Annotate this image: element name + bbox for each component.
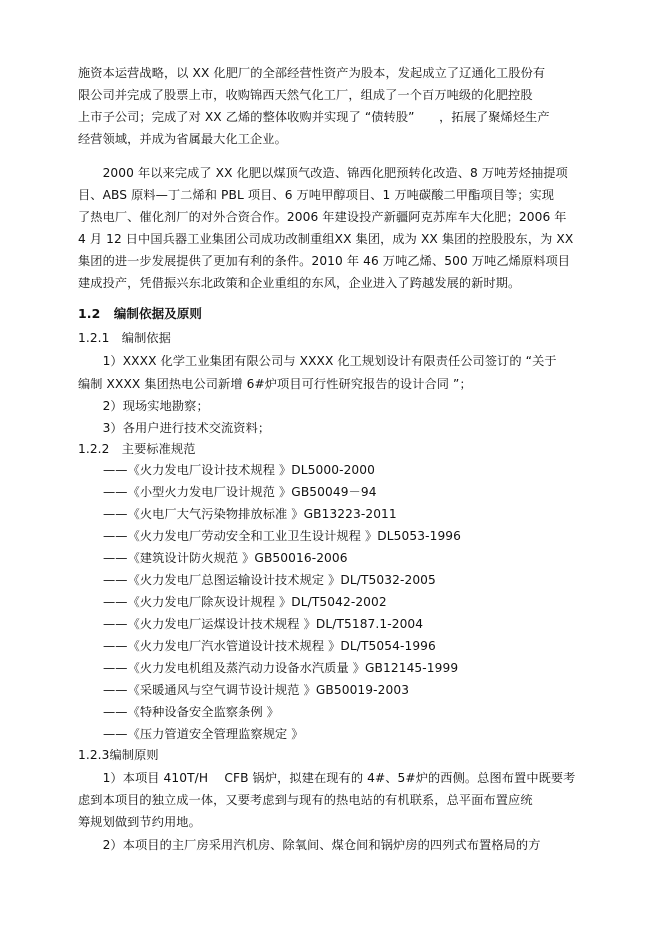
standard-item: ——《建筑设计防火规范 》GB50016-2006 xyxy=(103,551,348,565)
paragraph-line: 施资本运营战略，以 XX 化肥厂的全部经营性资产为股本，发起成立了辽通化工股份有 xyxy=(78,66,546,80)
subsection-heading: 1.2.3编制原则 xyxy=(78,748,159,762)
paragraph-line: 4 月 12 日中国兵器工业集团公司成功改制重组XX 集团，成为 XX 集团的控股股东，为 XX xyxy=(78,232,574,246)
paragraph-line: 虑到本项目的独立成一体，又要考虑到与现有的热电站的有机联系，总平面布置应统 xyxy=(78,793,533,807)
standard-item: ——《火力发电厂设计技术规程 》DL5000-2000 xyxy=(103,463,375,477)
paragraph-line: 编制 XXXX 集团热电公司新增 6#炉项目可行性研究报告的设计合同 ”； xyxy=(78,377,472,391)
paragraph-line: 了热电厂、催化剂厂的对外合资合作。2006 年建设投产新疆阿克苏库车大化肥；2006 年 xyxy=(78,210,567,224)
section-title: 编制依据及原则 xyxy=(113,306,203,321)
paragraph-line: 集团的进一步发展提供了更加有利的条件。2010 年 46 万吨乙烯、500 万吨乙烯原料项目 xyxy=(78,254,571,268)
paragraph-line: 目、ABS 原料—丁二烯和 PBL 项目、6 万吨甲醇项目、1 万吨碳酸二甲酯项目等；实现 xyxy=(78,188,555,202)
list-item: 2）现场实地勘察； xyxy=(78,399,209,413)
standard-item: ——《火电厂大气污染物排放标准 》GB13223-2011 xyxy=(103,507,397,521)
subsection-heading: 1.2.2 主要标准规范 xyxy=(78,442,196,456)
paragraph-line: 1）本项目 410T/H CFB 锅炉，拟建在现有的 4#、5#炉的西侧。总图布置中既要考 xyxy=(78,771,576,785)
standard-item: ——《火力发电机组及蒸汽动力设备水汽质量 》GB12145-1999 xyxy=(103,661,459,675)
list-item: 3）各用户进行技术交流资料； xyxy=(78,421,271,435)
paragraph-line: 2000 年以来完成了 XX 化肥以煤顶气改造、锦西化肥预转化改造、8 万吨芳烃抽提项 xyxy=(78,166,568,180)
paragraph-line: 限公司并完成了股票上市，收购锦西天然气化工厂，组成了一个百万吨级的化肥控股 xyxy=(78,88,533,102)
paragraph-line: 2）本项目的主厂房采用汽机房、除氧间、煤仓间和锅炉房的四列式布置格局的方 xyxy=(78,838,541,852)
paragraph-line: 1）XXXX 化学工业集团有限公司与 XXXX 化工规划设计有限责任公司签订的 “关于 xyxy=(78,354,557,368)
standard-item: ——《采暖通风与空气调节设计规范 》GB50019-2003 xyxy=(103,683,410,697)
section-heading xyxy=(78,306,202,322)
section-number: 1.2 xyxy=(78,306,101,321)
standard-item: ——《火力发电厂总图运输设计技术规定 》DL/T5032-2005 xyxy=(103,573,436,587)
standard-item: ——《火力发电厂运煤设计技术规程 》DL/T5187.1-2004 xyxy=(103,617,424,631)
subsection-heading: 1.2.1 编制依据 xyxy=(78,331,171,345)
paragraph-line: 建成投产，凭借振兴东北政策和企业重组的东风，企业进入了跨越发展的新时期。 xyxy=(78,276,521,290)
standard-item: ——《火力发电厂汽水管道设计技术规程 》DL/T5054-1996 xyxy=(103,639,436,653)
paragraph-line: 上市子公司；完成了对 XX 乙烯的整体收购并实现了 “债转股” ，拓展了聚烯烃生产 xyxy=(78,110,550,124)
standard-item: ——《小型火力发电厂设计规范 》GB50049－94 xyxy=(103,485,377,499)
standard-item: ——《火力发电厂劳动安全和工业卫生设计规程 》DL5053-1996 xyxy=(103,529,462,543)
paragraph-line: 筹规划做到节约用地。 xyxy=(78,815,201,829)
standard-item: ——《压力管道安全管理监察规定 》 xyxy=(103,727,304,741)
standard-item: ——《特种设备安全监察条例 》 xyxy=(103,705,279,719)
paragraph-line: 经营领域，并成为省属最大化工企业。 xyxy=(78,132,287,146)
standard-item: ——《火力发电厂除灰设计规程 》DL/T5042-2002 xyxy=(103,595,387,609)
